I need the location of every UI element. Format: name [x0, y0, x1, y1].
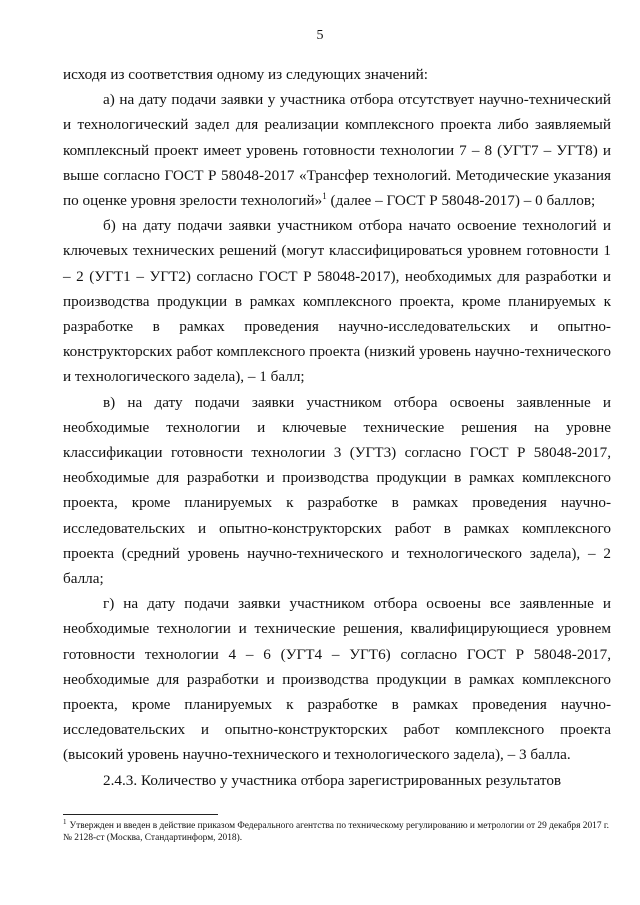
paragraph-intro: исходя из соответствия одному из следующих значений:	[63, 66, 428, 83]
body-text	[63, 62, 611, 793]
footnote-reference[interactable]: 1	[322, 190, 327, 201]
footnote-number: 1	[63, 817, 67, 826]
paragraph-item-b: б) на дату подачи заявки участником отбора начато освоение технологий и ключевых технических решений (могут классифицироваться уровнем готовности 1 – 2 (УГТ1 – УГТ2) согласно ГОСТ Р 58048-2017), необходимых для разработки и производства продукции в рамках комплексного проекта, кроме планируемых к разработке в рамках проведения научно-исследовательских и опытно-конструкторских работ комплексного проекта (низкий уровень научно-технического и технологического задела), – 1 балл;	[63, 217, 611, 386]
paragraph-item-a-text-end: (далее – ГОСТ Р 58048-2017) – 0 баллов;	[326, 192, 596, 210]
paragraph-section-2-4-3: 2.4.3. Количество у участника отбора зарегистрированных результатов	[103, 771, 562, 789]
paragraph-item-a-text: а) на дату подачи заявки у участника отбора отсутствует научно-технический и технологический задел для реализации комплексного проекта либо заявляемый комплексный проект имеет уровень готовности технологии 7 – 8 (УГТ7 – УГТ8) и выше согласно ГОСТ Р 58048-2017 «Трансфер технологий. Методические указания по оценке уровня зрелости технологий»	[63, 91, 611, 210]
paragraph-item-c: в) на дату подачи заявки участником отбора освоены заявленные и необходимые технологии и ключевые технические решения на уровне классификации готовности технологии 3 (УГТ3) согласно ГОСТ Р 58048-2017, необходимые для разработки и производства продукции в рамках комплексного проекта, кроме планируемых к разработке в рамках проведения научно-исследовательских и опытно-конструкторских работ в рамках комплексного проекта (средний уровень научно-технического и технологического задела), – 2 балла;	[63, 393, 611, 588]
page-number: 5	[316, 28, 324, 43]
footnote-divider	[63, 814, 218, 815]
paragraph-item-d: г) на дату подачи заявки участником отбора освоены все заявленные и необходимые технологии и технические решения, квалифицирующиеся уровнем готовности технологии 4 – 6 (УГТ4 – УГТ6) согласно ГОСТ Р 58048-2017, необходимые для разработки и производства продукции в рамках комплексного проекта, кроме планируемых к разработке в рамках проведения научно-исследовательских и опытно-конструкторских работ комплексного проекта (высокий уровень научно-технического и технологического задела), – 3 балла.	[63, 595, 611, 764]
footnote	[63, 817, 611, 844]
paragraph-item-a	[63, 87, 611, 213]
footnote-text: Утвержден и введен в действие приказом Федерального агентства по техническому регулированию и метрологии от 29 декабря 2017 г. № 2128-ст (Москва, Стандартинформ, 2018).	[63, 821, 609, 843]
